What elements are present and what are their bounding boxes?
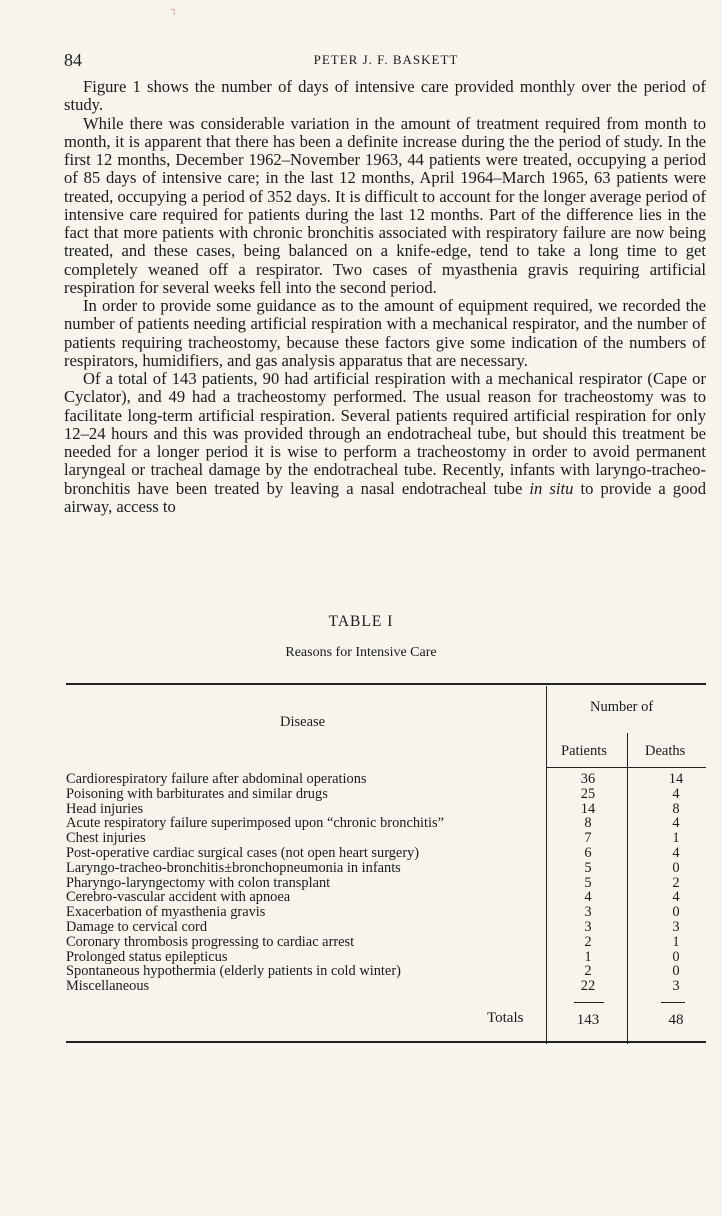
table-row-disease: Chest injuries [66, 830, 146, 847]
table-bottom-rule [66, 1041, 706, 1043]
table-row-disease: Coronary thrombosis progressing to cardiac arrest [66, 933, 355, 950]
paragraph-3: In order to provide some guidance as to the amount of equipment required, we recorded the number of patients needing artificial respiration with a mechanical respirator, and the number of patients requiring tracheostomy, because these factors give some indication of the numbers of respirators, humidifiers, and gas analysis apparatus that are necessary. [64, 296, 706, 370]
deaths-column [648, 772, 704, 994]
table-top-rule [66, 683, 706, 685]
table-row-disease: Post-operative cardiac surgical cases (not open heart surgery) [66, 844, 420, 861]
table-cell-deaths: 8 [672, 800, 680, 817]
table-cell-deaths: 3 [672, 918, 680, 935]
table-row-disease: Spontaneous hypothermia (elderly patients in cold winter) [66, 963, 401, 980]
table-row-disease: Prolonged status epilepticus [66, 948, 228, 965]
table-cell-patients: 4 [584, 889, 592, 906]
page-header [64, 50, 708, 72]
table-cell-deaths: 1 [672, 830, 680, 847]
totals-label: Totals [487, 1010, 524, 1026]
table-title: TABLE I [328, 613, 394, 630]
page-number: 84 [64, 50, 82, 70]
table-cell-deaths: 4 [672, 785, 680, 802]
table-cell-patients: 2 [584, 933, 592, 950]
table-cell-patients: 6 [584, 844, 592, 861]
header-deaths: Deaths [645, 743, 686, 759]
total-patients: 143 [576, 1012, 600, 1028]
table-row-disease: Head injuries [66, 800, 144, 817]
table-cell-patients: 22 [580, 978, 596, 995]
paragraph-1: Figure 1 shows the number of days of intensive care provided monthly over the period of study. [64, 77, 706, 115]
table-row-disease: Cerebro-vascular accident with apnoea [66, 889, 291, 906]
table-cell-deaths: 0 [672, 904, 680, 921]
scan-mark: ┐ [171, 4, 178, 14]
table-row-disease: Cardiorespiratory failure after abdominal operations [66, 771, 367, 787]
patients-sum-rule [574, 1002, 604, 1003]
table-cell-patients: 7 [584, 830, 592, 847]
table-cell-patients: 14 [580, 800, 596, 817]
running-title: PETER J. F. BASKETT [313, 52, 459, 67]
table-cell-deaths: 0 [672, 948, 680, 965]
table-cell-deaths: 2 [672, 874, 680, 891]
table-cell-patients: 5 [584, 859, 592, 876]
in-situ-italic: in situ [529, 478, 574, 498]
header-patients: Patients [561, 743, 607, 759]
disease-column [66, 772, 546, 994]
table-row-disease: Poisoning with barbiturates and similar drugs [66, 785, 328, 802]
patients-deaths-divider [627, 733, 628, 1044]
table-cell-patients: 2 [584, 963, 592, 980]
table-cell-deaths: 14 [668, 771, 684, 787]
paragraph-4 [64, 370, 706, 516]
deaths-sum-rule [661, 1002, 685, 1003]
header-disease: Disease [280, 714, 326, 730]
table-cell-patients: 8 [584, 815, 592, 832]
table-row-disease: Laryngo-tracheo-bronchitis±bronchopneumonia in infants [66, 859, 401, 876]
header-spacer [66, 767, 546, 768]
table-row-disease: Acute respiratory failure superimposed upon “chronic bronchitis” [66, 815, 445, 832]
table-cell-deaths: 0 [672, 859, 680, 876]
table-row-disease: Miscellaneous [66, 978, 150, 995]
disease-column-divider [546, 686, 547, 1044]
table-cell-deaths: 4 [672, 844, 680, 861]
table-row-disease: Damage to cervical cord [66, 918, 208, 935]
table-cell-patients: 36 [580, 771, 596, 787]
patients-column [560, 772, 616, 994]
table-cell-deaths: 1 [672, 933, 680, 950]
body-text [64, 78, 706, 516]
header-number-of: Number of [590, 699, 654, 715]
table-subtitle: Reasons for Intensive Care [285, 645, 437, 660]
paragraph-2: While there was considerable variation in the amount of treatment required from month to month, it is apparent that there has been a definite increase during the the period of study. In the first 12 months, December 1962–November 1963, 44 patients were treated, occupying a period of 85 days of intensive care; in the last 12 months, April 1964–March 1965, 63 patients were treated, occupying a period of 352 days. It is difficult to account for the longer average period of intensive care required for patients during the last 12 months. Part of the difference lies in the fact that more patients with chronic bronchitis associated with respiratory failure are now being treated, and these cases, being balanced on a knife-edge, tend to take a long time to get completely weaned off a respirator. Two cases of myasthenia gravis requiring artificial respiration for several weeks fell into the second period. [64, 113, 706, 297]
paragraph-4-main: Of a total of 143 patients, 90 had artificial respiration with a mechanical respirator (Cape or Cyclator), and 49 had a tracheostomy performed. The usual reason for tracheostomy was to facilitate long-term artificial respiration. Several patients required artificial respiration for only 12–24 hours and this was provided through an endotracheal tube, but should this treatment be needed for a longer period it is wise to perform a tracheostomy in order to avoid permanent laryngeal or tracheal damage by the endotracheal tube. Recently, infants with laryngo-tracheo-bronchitis have been treated by leaving a nasal endotracheal tube [64, 369, 706, 498]
table-cell-patients: 1 [584, 948, 592, 965]
table-row-disease: Exacerbation of myasthenia gravis [66, 904, 266, 921]
table-cell-deaths: 0 [672, 963, 680, 980]
table-cell-patients: 3 [584, 918, 592, 935]
table-cell-deaths: 4 [672, 889, 680, 906]
total-deaths: 48 [668, 1012, 684, 1028]
table-cell-deaths: 3 [672, 978, 680, 995]
table-cell-patients: 3 [584, 904, 592, 921]
table-cell-patients: 25 [580, 785, 596, 802]
paragraph-4-end: to provide a good airway, access to [64, 478, 706, 516]
table-row-disease: Pharyngo-laryngectomy with colon transplant [66, 874, 331, 891]
table-cell-deaths: 4 [672, 815, 680, 832]
table-cell-patients: 5 [584, 874, 592, 891]
header-underline [546, 767, 706, 768]
